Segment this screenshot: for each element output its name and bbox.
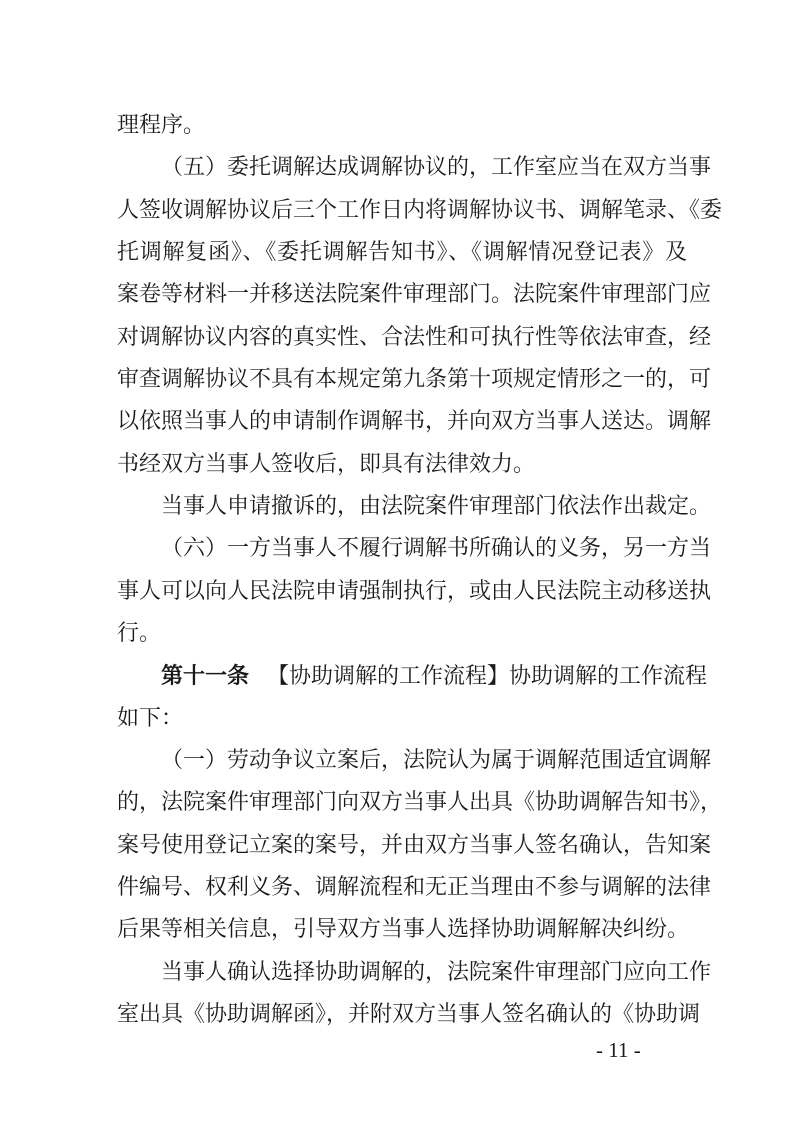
- paragraph-line: 当事人确认选择协助调解的，法院案件审理部门应向工作: [161, 959, 712, 985]
- paragraph-line: 书经双方当事人签收后，即具有法律效力。: [117, 451, 536, 477]
- paragraph-line: 理程序。: [117, 113, 206, 138]
- paragraph-line: （六）一方当事人不履行调解书所确认的义务，另一方当: [161, 536, 712, 562]
- article-heading-line: [161, 661, 708, 691]
- paragraph-line: 托调解复函》、《委托调解告知书》、《调解情况登记表》及: [117, 240, 687, 265]
- paragraph-line: （五）委托调解达成调解协议的，工作室应当在双方当事: [161, 155, 712, 181]
- article-number: 第十一条: [161, 663, 250, 690]
- paragraph-line: 后果等相关信息，引导双方当事人选择协助调解解决纠纷。: [117, 917, 690, 943]
- paragraph-line: 案卷等材料一并移送法院案件审理部门。法院案件审理部门应: [117, 282, 712, 308]
- paragraph-line: （一）劳动争议立案后，法院认为属于调解范围适宜调解: [161, 748, 712, 773]
- paragraph-line: 的，法院案件审理部门向双方当事人出具《协助调解告知书》，: [117, 790, 723, 816]
- paragraph-line-overflow: 室出具《协助调解函》，并附双方当事人签名确认的《协助调: [117, 1002, 701, 1027]
- paragraph-line: 审查调解协议不具有本规定第九条第十项规定情形之一的，可: [117, 367, 712, 392]
- paragraph-line: 行。: [117, 621, 162, 646]
- paragraph-line: 当事人申请撤诉的，由法院案件审理部门依法作出裁定。: [161, 494, 712, 519]
- paragraph-line: 件编号、权利义务、调解流程和无正当理由不参与调解的法律: [117, 875, 712, 900]
- paragraph-line: 如下：: [117, 705, 184, 731]
- paragraph-line: 事人可以向人民法院申请强制执行，或由人民法院主动移送执: [117, 578, 712, 604]
- paragraph-line: 人签收调解协议后三个工作日内将调解协议书、调解笔录、《委: [117, 197, 723, 223]
- page-number: - 11 -: [596, 1038, 641, 1062]
- article-title: 【协助调解的工作流程】协助调解的工作流程: [267, 664, 708, 690]
- paragraph-line: 以依照当事人的申请制作调解书，并向双方当事人送达。调解: [117, 409, 712, 435]
- paragraph-line: 案号使用登记立案的案号，并由双方当事人签名确认，告知案: [117, 832, 712, 858]
- paragraph-line: 对调解协议内容的真实性、合法性和可执行性等依法审查，经: [117, 324, 712, 350]
